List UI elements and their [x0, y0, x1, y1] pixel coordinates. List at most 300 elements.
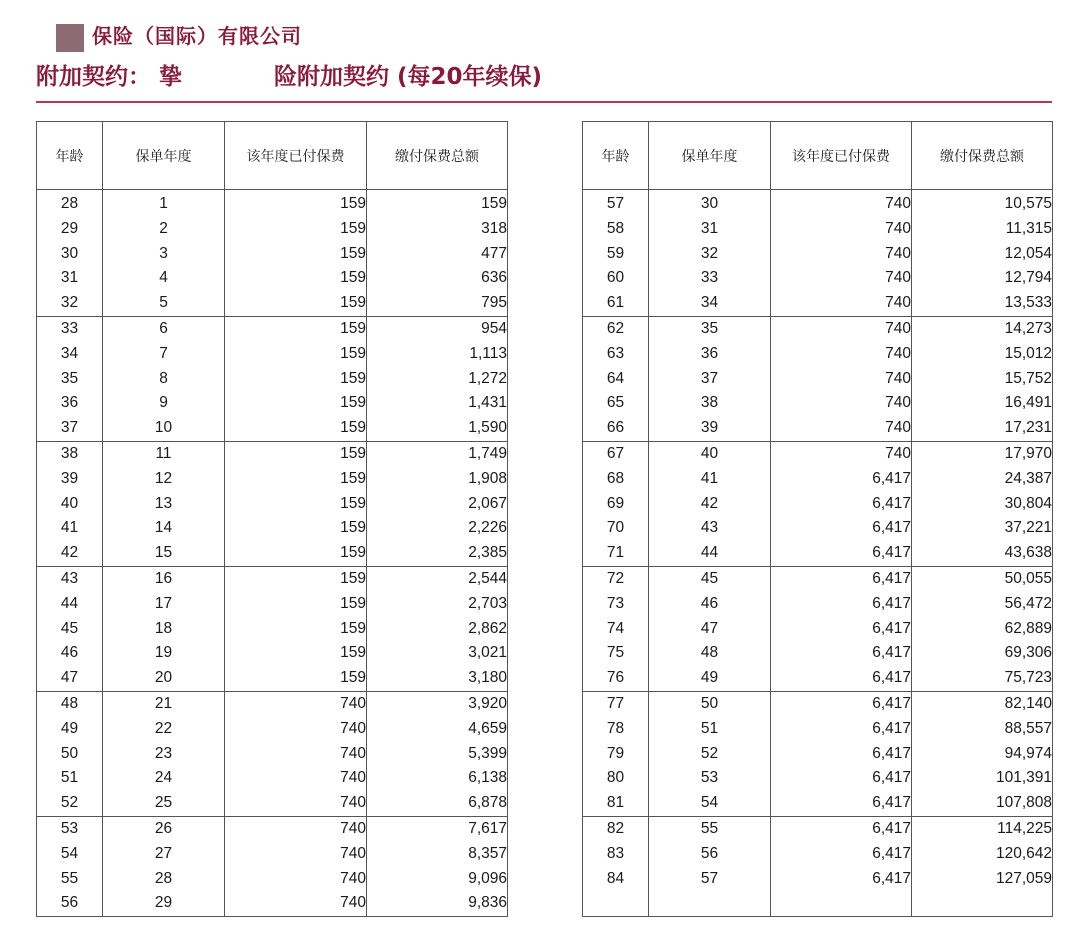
- total-premium-cell: 24,387: [912, 467, 1053, 492]
- table-row: [37, 492, 508, 517]
- policy-year-cell: 14: [103, 516, 225, 541]
- annual-premium-cell: 159: [225, 641, 367, 666]
- policy-year-cell: 25: [103, 791, 225, 816]
- annual-premium-cell: 159: [225, 467, 367, 492]
- policy-year-cell: 52: [649, 742, 771, 767]
- annual-premium-cell: 6,417: [771, 867, 912, 892]
- policy-year-cell: 29: [103, 891, 225, 916]
- annual-premium-cell: 6,417: [771, 492, 912, 517]
- total-premium-cell: 37,221: [912, 516, 1053, 541]
- table-row: [583, 617, 1053, 642]
- total-premium-cell: 14,273: [912, 316, 1053, 341]
- policy-year-cell: 11: [103, 441, 225, 466]
- policy-year-cell: 16: [103, 566, 225, 591]
- policy-year-header: 保单年度: [649, 122, 771, 190]
- total-premium-cell: 13,533: [912, 291, 1053, 316]
- age-cell: 62: [583, 316, 649, 341]
- age-cell: 52: [37, 791, 103, 816]
- total-premium-cell: 8,357: [367, 842, 508, 867]
- table-row: [583, 291, 1053, 316]
- total-premium-cell: 101,391: [912, 766, 1053, 791]
- table-row: [583, 316, 1053, 341]
- total-premium-cell: 3,920: [367, 691, 508, 716]
- age-cell: 36: [37, 391, 103, 416]
- annual-premium-cell: 159: [225, 266, 367, 291]
- age-cell: 33: [37, 316, 103, 341]
- total-premium-cell: 2,385: [367, 541, 508, 566]
- total-premium-cell: 1,908: [367, 467, 508, 492]
- total-premium-cell: 1,272: [367, 367, 508, 392]
- policy-year-cell: 30: [649, 190, 771, 217]
- annual-premium-cell: 6,417: [771, 641, 912, 666]
- age-header: 年龄: [583, 122, 649, 190]
- total-premium-cell: 120,642: [912, 842, 1053, 867]
- total-premium-cell: 4,659: [367, 717, 508, 742]
- table-row: [583, 816, 1053, 841]
- annual-premium-cell: 740: [771, 391, 912, 416]
- age-cell: 69: [583, 492, 649, 517]
- annual-premium-cell: 740: [225, 691, 367, 716]
- annual-premium-cell: 6,417: [771, 717, 912, 742]
- total-premium-cell: 12,794: [912, 266, 1053, 291]
- age-cell: 80: [583, 766, 649, 791]
- age-cell: 71: [583, 541, 649, 566]
- policy-year-cell: 12: [103, 467, 225, 492]
- policy-year-cell: 44: [649, 541, 771, 566]
- total-premium-cell: 12,054: [912, 242, 1053, 267]
- age-cell: 65: [583, 391, 649, 416]
- annual-premium-cell: 159: [225, 217, 367, 242]
- policy-year-cell: 50: [649, 691, 771, 716]
- policy-year-cell: 38: [649, 391, 771, 416]
- age-cell: 57: [583, 190, 649, 217]
- annual-premium-cell: 159: [225, 367, 367, 392]
- table-row: [583, 242, 1053, 267]
- table-row: [37, 641, 508, 666]
- annual-premium-cell: 159: [225, 316, 367, 341]
- age-cell: 47: [37, 666, 103, 691]
- annual-premium-cell: 159: [225, 541, 367, 566]
- table-row: [583, 416, 1053, 441]
- total-premium-cell: 62,889: [912, 617, 1053, 642]
- age-cell: 59: [583, 242, 649, 267]
- annual-premium-cell: 159: [225, 291, 367, 316]
- age-cell: 73: [583, 592, 649, 617]
- age-cell: 79: [583, 742, 649, 767]
- annual-premium-cell: 740: [225, 717, 367, 742]
- policy-year-cell: 56: [649, 842, 771, 867]
- table-row: [37, 541, 508, 566]
- table-row: [37, 416, 508, 441]
- age-cell: 84: [583, 867, 649, 892]
- annual-premium-cell: 740: [771, 416, 912, 441]
- annual-premium-cell: 159: [225, 492, 367, 517]
- total-premium-cell: 318: [367, 217, 508, 242]
- policy-year-cell: 3: [103, 242, 225, 267]
- annual-premium-cell: 159: [225, 592, 367, 617]
- header-rule: [36, 101, 1052, 103]
- table-row: [583, 190, 1053, 217]
- policy-year-cell: 54: [649, 791, 771, 816]
- age-cell: 32: [37, 291, 103, 316]
- age-cell: 40: [37, 492, 103, 517]
- table-row: [37, 742, 508, 767]
- annual-premium-cell: 740: [771, 342, 912, 367]
- age-cell: 67: [583, 441, 649, 466]
- annual-premium-cell: 740: [225, 791, 367, 816]
- total-premium-cell: 16,491: [912, 391, 1053, 416]
- age-cell: 61: [583, 291, 649, 316]
- table-row: [37, 717, 508, 742]
- table-row: [37, 816, 508, 841]
- table-row: [37, 291, 508, 316]
- age-cell: 75: [583, 641, 649, 666]
- title-prefix: 附加契约： 挚: [36, 64, 183, 90]
- age-cell: 74: [583, 617, 649, 642]
- total-premium-cell: 9,096: [367, 867, 508, 892]
- policy-year-cell: 26: [103, 816, 225, 841]
- total-premium-cell: 56,472: [912, 592, 1053, 617]
- total-premium-cell: 94,974: [912, 742, 1053, 767]
- table-row: [583, 467, 1053, 492]
- annual-premium-cell: 6,417: [771, 617, 912, 642]
- total-premium-cell: 50,055: [912, 566, 1053, 591]
- table-row: [37, 891, 508, 916]
- table-row: [583, 541, 1053, 566]
- policy-year-cell: 27: [103, 842, 225, 867]
- age-cell: 45: [37, 617, 103, 642]
- table-row: [37, 367, 508, 392]
- total-premium-cell: 7,617: [367, 816, 508, 841]
- annual-premium-cell: 740: [225, 842, 367, 867]
- annual-premium-cell: 6,417: [771, 666, 912, 691]
- table-row: [37, 666, 508, 691]
- policy-year-cell: 53: [649, 766, 771, 791]
- policy-year-cell: 42: [649, 492, 771, 517]
- table-row: [583, 717, 1053, 742]
- policy-year-cell: 51: [649, 717, 771, 742]
- annual-premium-cell: 159: [225, 516, 367, 541]
- policy-year-cell: 33: [649, 266, 771, 291]
- age-cell: 31: [37, 266, 103, 291]
- table-row: [583, 666, 1053, 691]
- policy-year-cell: 10: [103, 416, 225, 441]
- age-cell: 56: [37, 891, 103, 916]
- age-cell: 28: [37, 190, 103, 217]
- empty-cell: [583, 891, 649, 916]
- annual-premium-cell: 159: [225, 441, 367, 466]
- total-premium-cell: 2,544: [367, 566, 508, 591]
- age-cell: 53: [37, 816, 103, 841]
- annual-premium-cell: 740: [225, 766, 367, 791]
- annual-premium-cell: 159: [225, 566, 367, 591]
- age-cell: 29: [37, 217, 103, 242]
- policy-year-cell: 37: [649, 367, 771, 392]
- policy-year-cell: 7: [103, 342, 225, 367]
- policy-year-cell: 4: [103, 266, 225, 291]
- table-row: [583, 742, 1053, 767]
- policy-year-cell: 23: [103, 742, 225, 767]
- table-row: [583, 566, 1053, 591]
- total-premium-cell: 477: [367, 242, 508, 267]
- policy-year-cell: 49: [649, 666, 771, 691]
- table-row: [37, 342, 508, 367]
- age-cell: 42: [37, 541, 103, 566]
- annual-premium-cell: 6,417: [771, 541, 912, 566]
- age-cell: 34: [37, 342, 103, 367]
- age-cell: 54: [37, 842, 103, 867]
- title-suffix: 险附加契约 (每20年续保): [274, 64, 543, 90]
- annual-premium-cell: 740: [771, 217, 912, 242]
- empty-row: [583, 891, 1053, 916]
- policy-year-cell: 34: [649, 291, 771, 316]
- total-premium-cell: 127,059: [912, 867, 1053, 892]
- age-cell: 38: [37, 441, 103, 466]
- annual-premium-cell: 159: [225, 391, 367, 416]
- age-cell: 76: [583, 666, 649, 691]
- total-premium-cell: 1,113: [367, 342, 508, 367]
- total-premium-cell: 3,180: [367, 666, 508, 691]
- table-row: [37, 592, 508, 617]
- annual-premium-cell: 740: [771, 291, 912, 316]
- age-cell: 83: [583, 842, 649, 867]
- table-row: [37, 617, 508, 642]
- age-cell: 70: [583, 516, 649, 541]
- empty-cell: [912, 891, 1053, 916]
- policy-year-cell: 5: [103, 291, 225, 316]
- age-cell: 50: [37, 742, 103, 767]
- annual-premium-cell: 6,417: [771, 791, 912, 816]
- total-premium-cell: 3,021: [367, 641, 508, 666]
- policy-year-cell: 45: [649, 566, 771, 591]
- total-premium-cell: 107,808: [912, 791, 1053, 816]
- total-premium-cell: 1,590: [367, 416, 508, 441]
- annual-premium-cell: 740: [771, 190, 912, 217]
- annual-premium-cell: 6,417: [771, 766, 912, 791]
- total-premium-cell: 954: [367, 316, 508, 341]
- policy-year-cell: 2: [103, 217, 225, 242]
- total-premium-cell: 43,638: [912, 541, 1053, 566]
- total-premium-cell: 2,862: [367, 617, 508, 642]
- table-row: [37, 842, 508, 867]
- total-premium-cell: 69,306: [912, 641, 1053, 666]
- annual-premium-cell: 740: [771, 441, 912, 466]
- total-premium-cell: 30,804: [912, 492, 1053, 517]
- age-cell: 35: [37, 367, 103, 392]
- annual-premium-header: 该年度已付保费: [225, 122, 367, 190]
- total-premium-cell: 15,752: [912, 367, 1053, 392]
- table-row: [583, 367, 1053, 392]
- policy-year-cell: 57: [649, 867, 771, 892]
- total-premium-cell: 2,067: [367, 492, 508, 517]
- total-premium-cell: 795: [367, 291, 508, 316]
- redaction-block: [56, 24, 84, 52]
- table-row: [583, 842, 1053, 867]
- table-row: [583, 641, 1053, 666]
- annual-premium-cell: 6,417: [771, 566, 912, 591]
- age-cell: 44: [37, 592, 103, 617]
- policy-year-cell: 35: [649, 316, 771, 341]
- age-cell: 30: [37, 242, 103, 267]
- policy-year-header: 保单年度: [103, 122, 225, 190]
- table-row: [583, 516, 1053, 541]
- age-cell: 81: [583, 791, 649, 816]
- total-premium-cell: 1,749: [367, 441, 508, 466]
- policy-year-cell: 1: [103, 190, 225, 217]
- age-cell: 63: [583, 342, 649, 367]
- total-premium-cell: 114,225: [912, 816, 1053, 841]
- policy-year-cell: 28: [103, 867, 225, 892]
- premium-table-left: [36, 121, 508, 917]
- total-premium-cell: 10,575: [912, 190, 1053, 217]
- table-row: [37, 242, 508, 267]
- annual-premium-header: 该年度已付保费: [771, 122, 912, 190]
- annual-premium-cell: 740: [225, 816, 367, 841]
- total-premium-cell: 5,399: [367, 742, 508, 767]
- age-cell: 49: [37, 717, 103, 742]
- table-row: [583, 266, 1053, 291]
- table-row: [37, 467, 508, 492]
- table-row: [37, 791, 508, 816]
- empty-cell: [771, 891, 912, 916]
- company-name: 保险（国际）有限公司: [92, 24, 302, 48]
- age-cell: 41: [37, 516, 103, 541]
- age-cell: 55: [37, 867, 103, 892]
- annual-premium-cell: 6,417: [771, 816, 912, 841]
- policy-year-cell: 6: [103, 316, 225, 341]
- table-row: [37, 190, 508, 217]
- table-row: [37, 867, 508, 892]
- total-premium-cell: 636: [367, 266, 508, 291]
- table-row: [37, 266, 508, 291]
- annual-premium-cell: 6,417: [771, 467, 912, 492]
- policy-year-cell: 47: [649, 617, 771, 642]
- policy-year-cell: 20: [103, 666, 225, 691]
- annual-premium-cell: 159: [225, 416, 367, 441]
- table-row: [583, 766, 1053, 791]
- policy-year-cell: 48: [649, 641, 771, 666]
- table-row: [37, 316, 508, 341]
- age-cell: 58: [583, 217, 649, 242]
- table-row: [37, 766, 508, 791]
- total-premium-header: 缴付保费总额: [367, 122, 508, 190]
- table-row: [583, 492, 1053, 517]
- policy-year-cell: 22: [103, 717, 225, 742]
- age-cell: 48: [37, 691, 103, 716]
- age-cell: 68: [583, 467, 649, 492]
- policy-year-cell: 9: [103, 391, 225, 416]
- policy-year-cell: 17: [103, 592, 225, 617]
- age-cell: 43: [37, 566, 103, 591]
- table-row: [583, 441, 1053, 466]
- table-row: [583, 217, 1053, 242]
- total-premium-cell: 17,970: [912, 441, 1053, 466]
- annual-premium-cell: 159: [225, 617, 367, 642]
- total-premium-header: 缴付保费总额: [912, 122, 1053, 190]
- policy-year-cell: 13: [103, 492, 225, 517]
- premium-table-right: [582, 121, 1053, 917]
- policy-year-cell: 15: [103, 541, 225, 566]
- total-premium-cell: 82,140: [912, 691, 1053, 716]
- policy-year-cell: 41: [649, 467, 771, 492]
- annual-premium-cell: 159: [225, 190, 367, 217]
- total-premium-cell: 11,315: [912, 217, 1053, 242]
- annual-premium-cell: 740: [771, 242, 912, 267]
- annual-premium-cell: 740: [771, 266, 912, 291]
- annual-premium-cell: 740: [771, 316, 912, 341]
- policy-year-cell: 39: [649, 416, 771, 441]
- annual-premium-cell: 740: [225, 867, 367, 892]
- total-premium-cell: 159: [367, 190, 508, 217]
- total-premium-cell: 6,138: [367, 766, 508, 791]
- age-cell: 46: [37, 641, 103, 666]
- annual-premium-cell: 159: [225, 666, 367, 691]
- annual-premium-cell: 740: [771, 367, 912, 392]
- total-premium-cell: 15,012: [912, 342, 1053, 367]
- total-premium-cell: 75,723: [912, 666, 1053, 691]
- age-header: 年龄: [37, 122, 103, 190]
- total-premium-cell: 88,557: [912, 717, 1053, 742]
- annual-premium-cell: 6,417: [771, 592, 912, 617]
- table-row: [37, 441, 508, 466]
- policy-year-cell: 31: [649, 217, 771, 242]
- age-cell: 78: [583, 717, 649, 742]
- table-row: [583, 691, 1053, 716]
- page-title: [36, 58, 542, 91]
- total-premium-cell: 2,226: [367, 516, 508, 541]
- policy-year-cell: 43: [649, 516, 771, 541]
- annual-premium-cell: 740: [225, 742, 367, 767]
- empty-cell: [649, 891, 771, 916]
- policy-year-cell: 55: [649, 816, 771, 841]
- total-premium-cell: 6,878: [367, 791, 508, 816]
- age-cell: 60: [583, 266, 649, 291]
- policy-year-cell: 32: [649, 242, 771, 267]
- annual-premium-cell: 6,417: [771, 691, 912, 716]
- table-row: [37, 217, 508, 242]
- total-premium-cell: 17,231: [912, 416, 1053, 441]
- annual-premium-cell: 6,417: [771, 842, 912, 867]
- policy-year-cell: 8: [103, 367, 225, 392]
- table-row: [37, 691, 508, 716]
- policy-year-cell: 19: [103, 641, 225, 666]
- table-row: [37, 516, 508, 541]
- policy-year-cell: 40: [649, 441, 771, 466]
- annual-premium-cell: 159: [225, 342, 367, 367]
- policy-year-cell: 18: [103, 617, 225, 642]
- age-cell: 77: [583, 691, 649, 716]
- age-cell: 82: [583, 816, 649, 841]
- table-row: [37, 566, 508, 591]
- age-cell: 72: [583, 566, 649, 591]
- total-premium-cell: 1,431: [367, 391, 508, 416]
- annual-premium-cell: 159: [225, 242, 367, 267]
- policy-year-cell: 21: [103, 691, 225, 716]
- annual-premium-cell: 6,417: [771, 742, 912, 767]
- age-cell: 51: [37, 766, 103, 791]
- policy-year-cell: 46: [649, 592, 771, 617]
- table-row: [583, 342, 1053, 367]
- total-premium-cell: 9,836: [367, 891, 508, 916]
- policy-year-cell: 24: [103, 766, 225, 791]
- policy-year-cell: 36: [649, 342, 771, 367]
- age-cell: 37: [37, 416, 103, 441]
- total-premium-cell: 2,703: [367, 592, 508, 617]
- table-row: [583, 791, 1053, 816]
- table-row: [583, 867, 1053, 892]
- table-row: [583, 391, 1053, 416]
- table-row: [583, 592, 1053, 617]
